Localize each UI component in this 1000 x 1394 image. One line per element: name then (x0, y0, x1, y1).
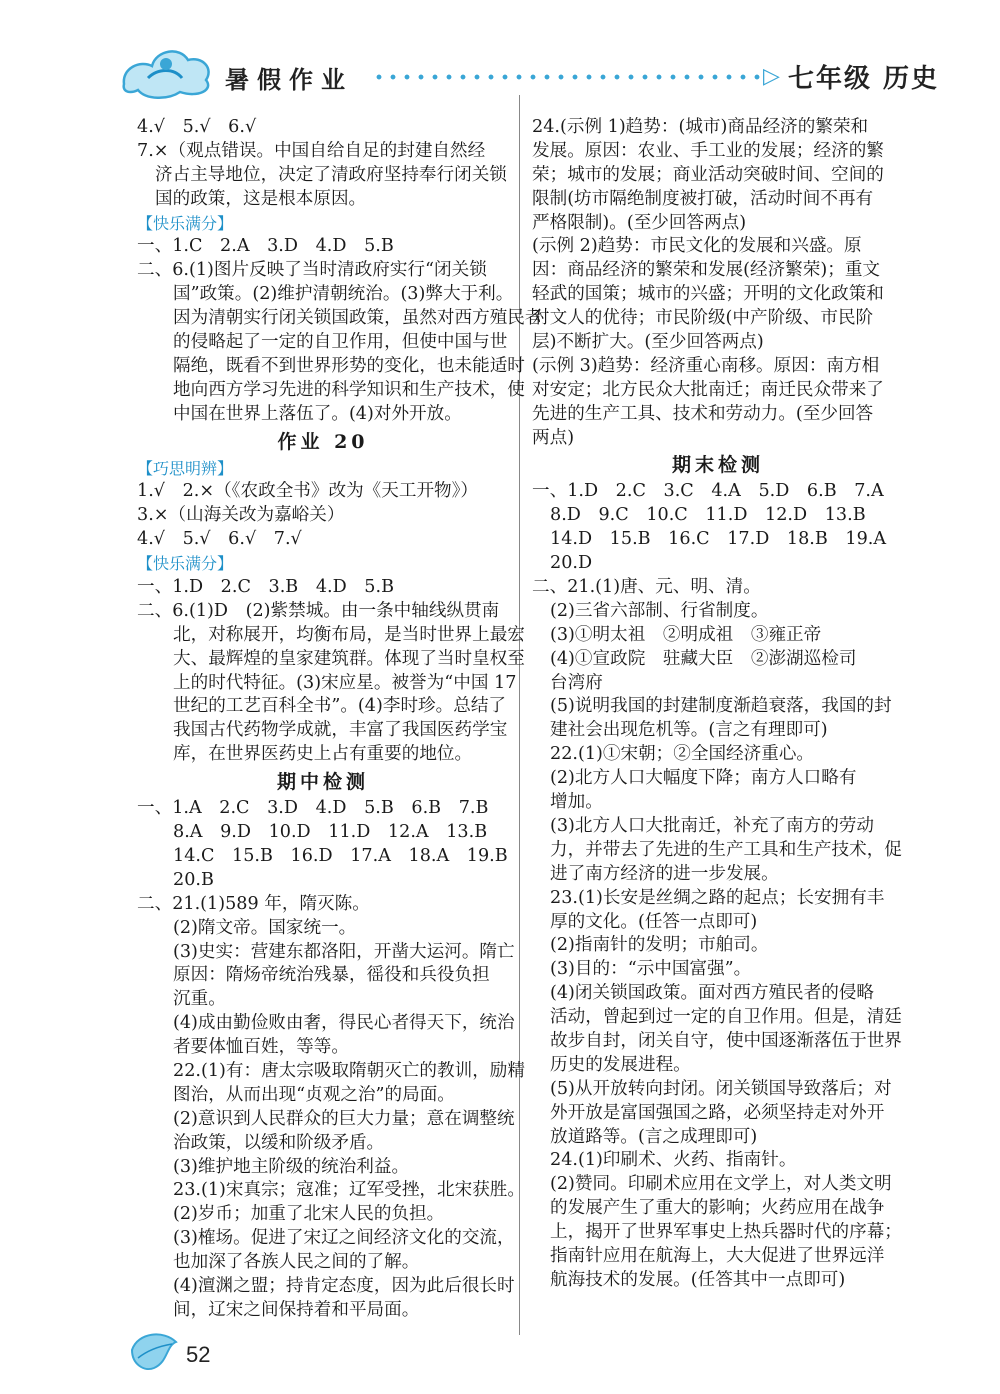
answer-line: 8.D 9.C 10.C 11.D 12.D 13.B (550, 505, 866, 526)
answer-line: 上，揭开了世界军事史上热兵器时代的序幕； (550, 1222, 902, 1243)
answer-line: 上的时代特征。(3)宋应星。被誉为“中国 17 (173, 672, 517, 693)
answer-line: 层)不断扩大。(至少回答两点) (532, 332, 764, 353)
answer-line: 我国古代药物学成就，丰富了我国医药学宝 (173, 720, 508, 741)
header-title: 暑假作业 (225, 65, 353, 94)
answer-line: 22.(1)有：唐太宗吸取隋朝灭亡的教训，励精 (173, 1060, 525, 1081)
section-title: 期末检测 (671, 454, 764, 477)
answer-line: 北，对称展开，均衡布局，是当时世界上最宏 (173, 624, 525, 645)
left-column (137, 116, 543, 1323)
page-header (0, 0, 1000, 110)
answer-line: 因为清朝实行闭关锁国政策，虽然对西方殖民者 (173, 308, 543, 329)
answer-line: (3)史实：营建东都洛阳，开凿大运河。隋亡 (173, 941, 515, 962)
answer-line: (3)榷场。促进了宋辽之间经济文化的交流， (173, 1228, 515, 1249)
answer-line: 22.(1)①宋朝；②全国经济重心。 (550, 744, 815, 765)
answer-line: 故步自封，闭关自守，使中国逐渐落伍于世界 (550, 1030, 902, 1051)
answer-line: (2)意识到人民群众的巨大力量；意在调整统 (173, 1108, 515, 1129)
answer-line: 23.(1)宋真宗；寇准；辽军受挫，北宋获胜。 (173, 1180, 525, 1201)
answer-line: 先进的生产工具、技术和劳动力。(至少回答 (532, 403, 874, 424)
section-tag: 【快乐满分】 (137, 213, 234, 233)
answer-line: 一、1.D 2.C 3.B 4.D 5.B (137, 577, 395, 598)
cloud-logo-icon (118, 38, 218, 100)
answer-line: (5)说明我国的封建制度渐趋衰落，我国的封 (550, 696, 892, 717)
arrow-right-icon: ▷ (763, 64, 780, 89)
answer-line: (3)目的：“示中国富强”。 (550, 959, 752, 980)
answer-line: 20.D (550, 553, 593, 574)
answer-line: 两点) (532, 427, 575, 448)
header-dot-divider (372, 73, 762, 81)
answer-line: 大、最辉煌的皇家建筑群。体现了当时皇权至 (173, 648, 525, 669)
answer-line: 二、6.(1)D (2)紫禁城。由一条中轴线纵贯南 (137, 600, 500, 621)
answer-line: (2)三省六部制、行省制度。 (550, 600, 769, 621)
answer-line: 1.√ 2.×（《农政全书》改为《天工开物》） (137, 481, 479, 502)
section-tag: 【巧思明辨】 (137, 458, 234, 478)
answer-line: 指南针应用在航海上，大大促进了世界远洋 (550, 1245, 885, 1266)
answer-line: 建社会出现危机等。(言之有理即可) (550, 720, 828, 741)
section-title: 期中检测 (276, 771, 369, 794)
answer-line: 厚的文化。(任答一点即可) (550, 911, 758, 932)
answer-line: (4)澶渊之盟；持肯定态度，因为此后很长时 (173, 1275, 515, 1296)
answer-line: 14.C 15.B 16.D 17.A 18.A 19.B (173, 845, 508, 866)
answer-line: (示例 2)趋势：市民文化的发展和兴盛。原 (532, 236, 862, 257)
answer-line: 放道路等。(言之成理即可) (550, 1126, 758, 1147)
header-grade-subject: 七年级 历史 (788, 64, 940, 94)
answer-line: (4)①宣政院 驻藏大臣 ②澎湖巡检司 (550, 648, 857, 669)
answer-line: 库，在世界医药史上占有重要的地位。 (173, 744, 473, 765)
answer-line: 进了南方经济的进一步发展。 (550, 863, 779, 884)
answer-line: 荣；城市的发展；商业活动突破时间、空间的 (532, 164, 884, 185)
answer-line: 一、1.D 2.C 3.C 4.A 5.D 6.B 7.A (532, 481, 884, 502)
answer-line: 8.A 9.D 10.D 11.D 12.A 13.B (173, 822, 488, 843)
answer-line: 轻武的国策；城市的兴盛；开明的文化政策和 (532, 284, 884, 305)
answer-line: 的发展产生了重大的影响；火药应用在战争 (550, 1198, 885, 1219)
answer-line: 4.√ 5.√ 6.√ 7.√ (137, 529, 302, 550)
answer-line: 国的政策，这是根本原因。 (155, 188, 367, 209)
answer-line: 沉重。 (173, 989, 226, 1010)
answer-line: 也加深了各族人民之间的了解。 (173, 1252, 420, 1273)
answer-line: 济占主导地位，决定了清政府坚持奉行闭关锁 (155, 164, 507, 185)
answer-line: 力，并带去了先进的生产工具和生产技术，促 (550, 839, 902, 860)
answer-line: (4)成由勤俭败由奢，得民心者得天下，统治 (173, 1013, 515, 1034)
answer-line: 14.D 15.B 16.C 17.D 18.B 19.A (550, 529, 887, 550)
answer-line: 中国在世界上落伍了。(4)对外开放。 (173, 403, 462, 424)
answer-line: 20.B (173, 869, 214, 890)
answer-line: 发展。原因：农业、手工业的发展；经济的繁 (532, 140, 884, 161)
answer-line: (2)岁币；加重了北宋人民的负担。 (173, 1204, 445, 1225)
answer-line: 原因：隋炀帝统治残暴，徭役和兵役负担 (173, 965, 490, 986)
answer-line: 历史的发展进程。 (550, 1054, 691, 1075)
right-column (532, 116, 904, 1293)
answer-line: 外开放是富国强国之路，必须坚持走对外开 (550, 1102, 885, 1123)
section-tag: 【快乐满分】 (137, 554, 234, 574)
answer-line: (2)赞同。印刷术应用在文学上，对人类文明 (550, 1174, 892, 1195)
answer-line: (2)指南针的发明；市舶司。 (550, 935, 769, 956)
answer-line: (3)维护地主阶级的统治利益。 (173, 1156, 410, 1177)
answer-line: 4.√ 5.√ 6.√ (137, 117, 257, 137)
answer-line: 台湾府 (550, 672, 603, 693)
page-number: 52 (186, 1342, 211, 1367)
answer-line: 的侵略起了一定的自卫作用，但使中国与世 (173, 332, 508, 353)
answer-line: 3.×（山海关改为嘉峪关） (137, 505, 345, 526)
answer-line: 二、21.(1)589 年，隋灭陈。 (137, 893, 370, 914)
answer-line: (4)闭关锁国政策。面对西方殖民者的侵略 (550, 983, 875, 1004)
answer-line: 国”政策。(2)维护清朝统治。(3)弊大于利。 (173, 284, 514, 305)
answer-line: 世纪的工艺百科全书”。(4)李时珍。总结了 (173, 696, 507, 717)
answer-line: 治政策，以缓和阶级矛盾。 (173, 1132, 385, 1153)
answer-line: (2)隋文帝。国家统一。 (173, 917, 357, 938)
answer-line: 隔绝，既看不到世界形势的变化，也未能适时 (173, 355, 525, 376)
answer-line: (3)①明太祖 ②明成祖 ③雍正帝 (550, 624, 822, 645)
column-divider (519, 95, 520, 1335)
answer-line: 一、1.A 2.C 3.D 4.D 5.B 6.B 7.B (137, 798, 489, 819)
section-title: 作业 20 (277, 430, 369, 453)
answer-line: 二、21.(1)唐、元、明、清。 (532, 577, 761, 598)
answer-line: 对文人的优待；市民阶级(中产阶级、市民阶 (532, 308, 874, 329)
answer-line: (3)北方人口大批南迁，补充了南方的劳动 (550, 815, 875, 836)
answer-line: 地向西方学习先进的科学知识和生产技术，使 (173, 379, 525, 400)
answer-line: 图治，从而出现“贞观之治”的局面。 (173, 1084, 455, 1105)
answer-line: (示例 3)趋势：经济重心南移。原因：南方相 (532, 355, 880, 376)
answer-line: 因：商品经济的繁荣和发展(经济繁荣)；重文 (532, 260, 881, 281)
answer-line: 二、6.(1)图片反映了当时清政府实行“闭关锁 (137, 260, 487, 281)
answer-line: 增加。 (550, 792, 603, 813)
answer-line: 23.(1)长安是丝绸之路的起点；长安拥有丰 (550, 887, 885, 908)
answer-line: 间，辽宋之间保持着和平局面。 (173, 1299, 420, 1320)
answer-line: 一、1.C 2.A 3.D 4.D 5.B (137, 236, 394, 257)
answer-line: 航海技术的发展。(任答其中一点即可) (550, 1269, 846, 1290)
answer-line: 7.×（观点错误。中国自给自足的封建自然经 (137, 140, 486, 161)
answer-line: 限制(坊市隔绝制度被打破，活动时间不再有 (532, 188, 874, 209)
answer-line: 24.(示例 1)趋势：(城市)商品经济的繁荣和 (532, 117, 869, 137)
answer-line: 对安定；北方民众大批南迁；南迁民众带来了 (532, 379, 884, 400)
leaf-decoration-icon (128, 1328, 180, 1374)
answer-line: 24.(1)印刷术、火药、指南针。 (550, 1150, 797, 1171)
answer-line: 者要体恤百姓，等等。 (173, 1037, 349, 1058)
answer-line: 严格限制)。(至少回答两点) (532, 212, 747, 233)
answer-line: 活动，曾起到过一定的自卫作用。但是，清廷 (550, 1007, 902, 1028)
answer-line: (2)北方人口大幅度下降；南方人口略有 (550, 768, 857, 789)
answer-line: (5)从开放转向封闭。闭关锁国导致落后；对 (550, 1078, 892, 1099)
